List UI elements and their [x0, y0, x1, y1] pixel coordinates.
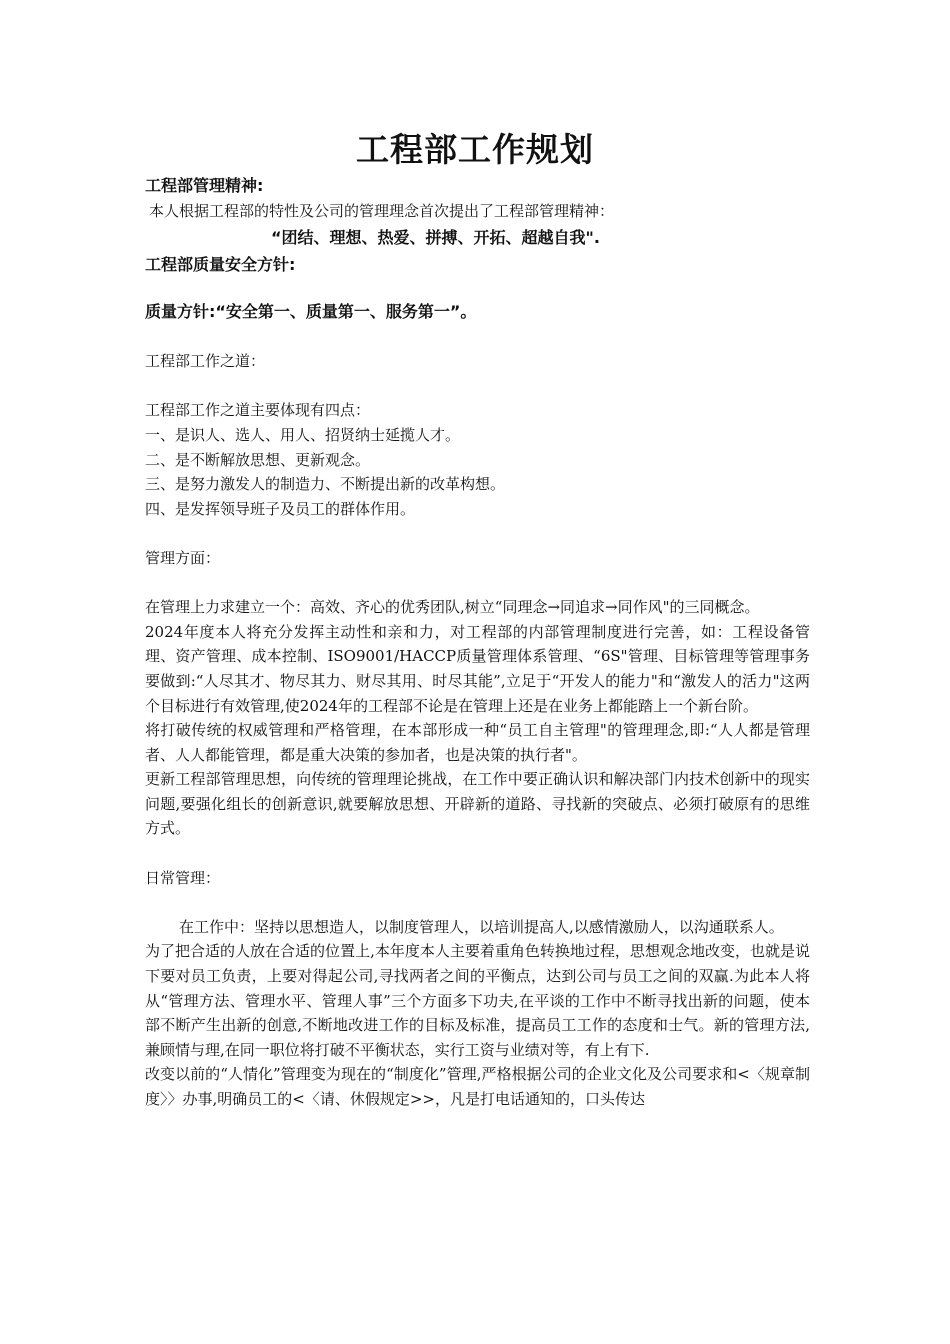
way-intro: 工程部工作之道主要体现有四点： [145, 401, 371, 420]
management-paragraph: 更新工程部管理思想，向传统的管理理论挑战，在工作中要正确认识和解决部门内技术创新中的现实问题,要强化组长的创新意识,就要解放思想、开辟新的道路、寻找新的突破点、必须打破原有的思维方式。 [145, 770, 810, 838]
spacer [145, 374, 810, 399]
quality-policy: 质量方针:“安全第一、质量第一、服务第一”。 [145, 301, 477, 321]
management-heading: 管理方面： [145, 548, 221, 567]
way-point: 一、是识人、选人、用人、招贤纳士延揽人才。 [145, 425, 461, 444]
daily-paragraph: 为了把合适的人放在合适的位置上,本年度本人主要着重角色转换地过程，思想观念地改变，也就是说下要对员工负责，上要对得起公司,寻找两者之间的平衡点，达到公司与员工之间的双赢.为此本人将从“管理方法、管理水平、管理人事”三个方面多下功夫,在平谈的工作中不断寻找出新的问题，使本部不断产生出新的创意,不断地改进工作的目标及标准，提高员工工作的态度和士气。新的管理方法,兼顾情与理,在同一职位将打破不平衡状态，实行工资与业绩对等，有上有下. [145, 942, 810, 1059]
policy-heading: 工程部质量安全方针: [145, 254, 296, 274]
spacer [145, 841, 810, 866]
document-body [145, 172, 810, 1112]
way-heading: 工程部工作之道： [145, 352, 266, 371]
daily-paragraph: 在工作中：坚持以思想造人，以制度管理人，以培训提高人,以感情激励人，以沟通联系人。 [179, 917, 784, 936]
way-point: 四、是发挥领导班子及员工的群体作用。 [145, 499, 416, 518]
management-paragraph: 在管理上力求建立一个：高效、齐心的优秀团队,树立“同理念→同追求→同作风"的三同概念。 [145, 598, 760, 617]
way-point: 三、是努力激发人的制造力、不断提出新的改革构想。 [145, 475, 506, 494]
spirit-intro: 本人根据工程部的特性及公司的管理理念首次提出了工程部管理精神： [149, 202, 615, 220]
spacer [145, 571, 810, 596]
page-title: 工程部工作规划 [356, 130, 594, 169]
management-paragraph: 2024年度本人将充分发挥主动性和亲和力，对工程部的内部管理制度进行完善，如：工程设备管理、资产管理、成本控制、ISO9001/HACCP质量管理体系管理、“6S"管理、目标管理等管理事务要做到:“人尽其才、物尽其力、财尽其用、时尽其能”,立足于“开发人的能力"和“激发人的活力"这两个目标进行有效管理,使2024年的工程部不论是在管理上还是在业务上都能踏上一个新台阶。 [145, 622, 810, 715]
spirit-slogan: “团结、理想、热爱、拼搏、开拓、超越自我". [271, 227, 600, 247]
management-paragraph: 将打破传统的权威管理和严格管理，在本部形成一种“员工自主管理"的管理理念,即:“人人都是管理者、人人都能管理，都是重大决策的参加者，也是决策的执行者"。 [145, 721, 810, 764]
spacer [145, 325, 810, 350]
spacer [145, 278, 810, 298]
spacer [145, 521, 810, 546]
spacer [145, 890, 810, 915]
way-point: 二、是不断解放思想、更新观念。 [145, 450, 371, 469]
daily-paragraph: 改变以前的“人情化”管理变为现在的“制度化”管理,严格根据公司的企业文化及公司要求和<〈规章制度〉〉办事,明确员工的<〈请、休假规定>>，凡是打电话通知的，口头传达 [145, 1065, 810, 1108]
spirit-heading: 工程部管理精神: [145, 176, 264, 195]
daily-heading: 日常管理： [145, 868, 221, 887]
